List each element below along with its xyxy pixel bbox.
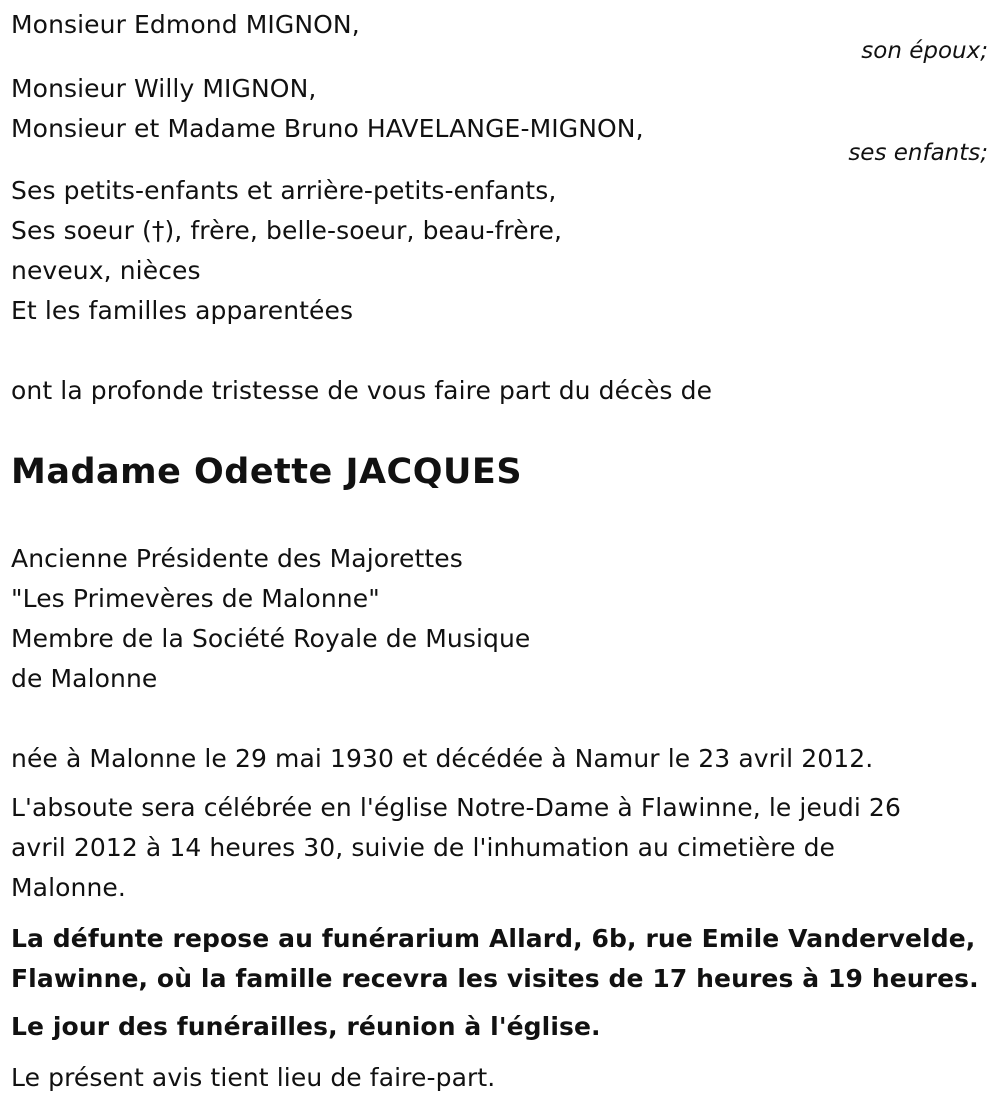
visitation-line: La défunte repose au funérarium Allard, 6b, rue Emile Vandervelde, (11, 924, 976, 953)
funeral-day-note: Le jour des funérailles, réunion à l'église. (11, 1012, 601, 1041)
relatives-line: Ses soeur (†), frère, belle-soeur, beau-frère, (11, 216, 563, 245)
children-role: ses enfants; (848, 140, 988, 166)
ceremony-line: avril 2012 à 14 heures 30, suivie de l'inhumation au cimetière de (11, 833, 836, 862)
relatives-line: Ses petits-enfants et arrière-petits-enfants, (11, 176, 557, 205)
announcement-text: ont la profonde tristesse de vous faire part du décès de (11, 376, 713, 405)
title-line: "Les Primevères de Malonne" (11, 584, 380, 613)
birth-death-dates: née à Malonne le 29 mai 1930 et décédée à Namur le 23 avril 2012. (11, 744, 874, 773)
relatives-line: neveux, nièces (11, 256, 201, 285)
title-line: de Malonne (11, 664, 158, 693)
title-line: Ancienne Présidente des Majorettes (11, 544, 463, 573)
closing-note: Le présent avis tient lieu de faire-part. (11, 1063, 496, 1092)
deceased-name: Madame Odette JACQUES (11, 452, 523, 492)
visitation-line: Flawinne, où la famille recevra les visites de 17 heures à 19 heures. (11, 964, 979, 993)
ceremony-line: L'absoute sera célébrée en l'église Notre-Dame à Flawinne, le jeudi 26 (11, 793, 901, 822)
relatives-line: Et les familles apparentées (11, 296, 354, 325)
child-name: Monsieur Willy MIGNON, (11, 74, 317, 103)
ceremony-line: Malonne. (11, 873, 126, 902)
title-line: Membre de la Société Royale de Musique (11, 624, 531, 653)
husband-role: son époux; (861, 38, 988, 64)
husband-name: Monsieur Edmond MIGNON, (11, 10, 360, 39)
child-name: Monsieur et Madame Bruno HAVELANGE-MIGNON, (11, 114, 644, 143)
